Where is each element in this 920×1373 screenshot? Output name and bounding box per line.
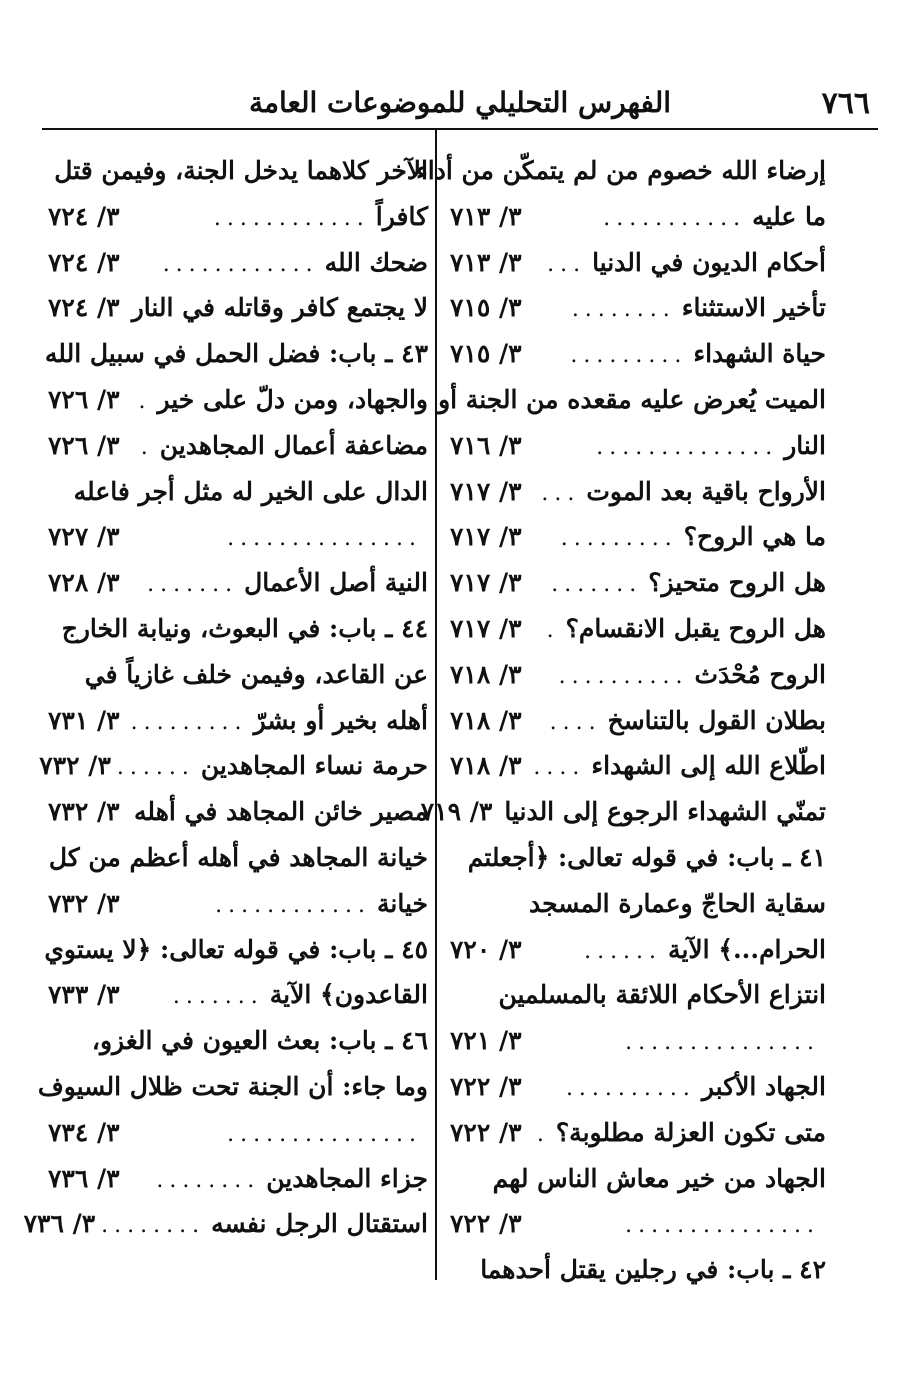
entry-text: ٤٥ ـ باب: في قوله تعالى: ﴿لا يستوي — [44, 934, 428, 964]
index-line — [450, 881, 826, 927]
entry-text: وما جاء: أن الجنة تحت ظلال السيوف — [37, 1071, 428, 1101]
index-line — [450, 698, 826, 744]
index-line — [450, 423, 826, 469]
entry-text: بطلان القول بالتناسخ — [607, 705, 826, 735]
index-line — [48, 469, 428, 515]
index-line — [48, 148, 428, 194]
entry-text: ٤٣ ـ باب: فضل الحمل في سبيل الله — [44, 339, 428, 369]
entry-text: الحرام...﴾ الآية — [668, 934, 826, 964]
index-line — [37, 1064, 428, 1110]
entry-text: القاعدون﴾ الآية — [269, 980, 428, 1010]
index-line — [48, 240, 428, 286]
entry-text: الدال على الخير له مثل أجر فاعله — [73, 476, 428, 506]
page-header — [42, 82, 878, 130]
page-reference: ٣/ ٧١٧ — [450, 568, 522, 598]
leader-dots: ............ — [213, 205, 370, 231]
index-line — [48, 423, 428, 469]
page-reference: ٣/ ٧٢٢ — [450, 1117, 522, 1147]
leader-dots: .......... — [565, 1075, 696, 1101]
index-column-left — [23, 148, 428, 1247]
entry-text: الروح مُحْدَث — [694, 659, 826, 689]
page-reference: ٣/ ٧٣٢ — [48, 797, 120, 827]
index-line — [450, 927, 826, 973]
entry-text: هل الروح متحيز؟ — [648, 568, 826, 598]
entry-text: سقاية الحاجّ وعمارة المسجد — [529, 888, 826, 918]
page-reference: ٣/ ٧١٧ — [450, 476, 522, 506]
page-reference: ٣/ ٧٣١ — [48, 705, 120, 735]
page-reference: ٣/ ٧١٧ — [450, 522, 522, 552]
index-line — [450, 1110, 826, 1156]
page-reference: ٣/ ٧٣٦ — [48, 1163, 120, 1193]
page-reference: ٣/ ٧٢٧ — [48, 522, 120, 552]
leader-dots: ...... — [116, 755, 195, 781]
leader-dots: . — [536, 1121, 550, 1147]
page-reference: ٣/ ٧٢٤ — [48, 201, 120, 231]
entry-text: الميت يُعرض عليه مقعده من الجنة أو — [438, 384, 826, 414]
page-reference: ٣/ ٧١٧ — [450, 613, 522, 643]
entry-text: خيانة — [377, 888, 428, 918]
index-line — [450, 606, 826, 652]
index-line — [48, 881, 428, 927]
entry-text: النية أصل الأعمال — [244, 568, 428, 598]
entry-text: ٤٤ ـ باب: في البعوث، ونيابة الخارج — [61, 613, 428, 643]
entry-text: مصير خائن المجاهد في أهله — [134, 797, 428, 827]
index-line — [450, 285, 826, 331]
entry-text: اطّلاع الله إلى الشهداء — [591, 751, 826, 781]
entry-text: أهله بخير أو بشرّ — [253, 705, 428, 735]
page-reference: ٣/ ٧٢٢ — [450, 1071, 522, 1101]
index-line — [450, 514, 826, 560]
entry-text: الجهاد الأكبر — [701, 1071, 826, 1101]
entry-text: هل الروح يقبل الانقسام؟ — [565, 613, 826, 643]
index-line — [23, 1201, 428, 1247]
leader-dots: ......... — [130, 709, 248, 735]
entry-text: أحكام الديون في الدنيا — [592, 247, 826, 277]
entry-text: ٤١ ـ باب: في قوله تعالى: ﴿أجعلتم — [467, 842, 826, 872]
index-line — [48, 606, 428, 652]
entry-text: عن القاعد، وفيمن خلف غازياً في — [84, 659, 428, 689]
entry-text: لا يجتمع كافر وقاتله في النار — [131, 293, 428, 323]
page-reference: ٣/ ٧١٥ — [450, 293, 522, 323]
index-line — [48, 1018, 428, 1064]
entry-text: الآخر كلاهما يدخل الجنة، وفيمن قتل — [54, 156, 428, 185]
leader-dots: ......... — [560, 526, 678, 552]
index-line — [450, 331, 826, 377]
entry-text: خيانة المجاهد في أهله أعظم من كل — [48, 842, 428, 872]
column-divider — [435, 130, 437, 1280]
index-line — [450, 652, 826, 698]
index-line — [48, 285, 428, 331]
leader-dots: ....... — [147, 572, 239, 598]
entry-text: ضحك الله — [324, 247, 428, 277]
index-line — [450, 469, 826, 515]
page-reference: ٣/ ٧٢٠ — [450, 934, 522, 964]
leader-dots: ........... — [603, 205, 747, 231]
index-line — [438, 377, 826, 423]
entry-text: كافراً — [375, 201, 428, 231]
index-line — [450, 240, 826, 286]
index-line — [450, 1064, 826, 1110]
page-reference: ٣/ ٧٣٣ — [48, 980, 120, 1010]
index-line — [48, 789, 428, 835]
leader-dots: . — [140, 434, 154, 460]
leader-dots: ....... — [551, 572, 643, 598]
entry-text: ما عليه — [752, 201, 826, 231]
entry-text: النار — [784, 430, 826, 460]
page-reference: ٣/ ٧١٣ — [450, 201, 522, 231]
leader-dots: ............ — [215, 892, 372, 918]
index-line — [39, 743, 428, 789]
page-reference: ٣/ ٧٢٦ — [48, 384, 120, 414]
entry-text: والجهاد، ومن دلّ على خير — [157, 384, 428, 414]
index-line — [48, 972, 428, 1018]
page-reference: ٣/ ٧٣٤ — [48, 1117, 120, 1147]
index-line — [416, 148, 826, 194]
index-line — [48, 1156, 428, 1202]
entry-text: ٤٦ ـ باب: بعث العيون في الغزو، — [91, 1026, 428, 1056]
index-line — [450, 1201, 826, 1247]
page-reference: ٣/ ٧١٦ — [450, 430, 522, 460]
entry-text: انتزاع الأحكام اللائقة بالمسلمين — [498, 980, 826, 1010]
leader-dots: ........ — [571, 297, 676, 323]
page-reference: ٣/ ٧٢٤ — [48, 293, 120, 323]
page-reference: ٣/ ٧٢٤ — [48, 247, 120, 277]
index-line — [48, 560, 428, 606]
index-line — [450, 835, 826, 881]
index-line — [48, 835, 428, 881]
index-line — [48, 1110, 428, 1156]
entry-text: تأخير الاستثناء — [681, 293, 826, 323]
entry-text: الجهاد من خير معاش الناس لهم — [492, 1163, 826, 1193]
leader-dots: .... — [549, 709, 602, 735]
leader-dots: ...... — [584, 938, 663, 964]
leader-dots: ....... — [172, 984, 264, 1010]
index-line — [44, 927, 428, 973]
index-line — [44, 331, 428, 377]
entry-text: متى تكون العزلة مطلوبة؟ — [555, 1117, 826, 1147]
page-reference: ٣/ ٧١٥ — [450, 339, 522, 369]
index-line — [450, 1247, 826, 1293]
leader-dots: .......... — [558, 663, 689, 689]
index-line — [420, 789, 826, 835]
index-line — [48, 652, 428, 698]
entry-text: جزاء المجاهدين — [266, 1163, 428, 1193]
index-line — [450, 743, 826, 789]
leader-dots: . — [546, 617, 560, 643]
leader-dots: .... — [533, 755, 586, 781]
index-line — [450, 1156, 826, 1202]
entry-text: إرضاء الله خصوم من لم يتمكّن من أداء — [416, 156, 826, 185]
entry-text: الأرواح باقية بعد الموت — [586, 476, 826, 506]
page-reference: ٣/ ٧٢٨ — [48, 568, 120, 598]
running-title: الفهرس التحليلي للموضوعات العامة — [248, 86, 672, 119]
page-reference: ٣/ ٧١٩ — [420, 797, 493, 827]
page-number: ٧٦٦ — [821, 86, 870, 121]
leader-dots: ............... — [625, 1213, 820, 1239]
entry-text: ٤٢ ـ باب: في رجلين يقتل أحدهما — [480, 1255, 826, 1285]
leader-dots: .............. — [596, 434, 779, 460]
index-column-right — [416, 148, 826, 1293]
leader-dots: ............... — [227, 526, 422, 552]
entry-text: تمنّي الشهداء الرجوع إلى الدنيا — [504, 797, 826, 827]
page-reference: ٣/ ٧١٣ — [450, 247, 522, 277]
entry-text: حرمة نساء المجاهدين — [200, 751, 428, 781]
index-line — [48, 698, 428, 744]
leader-dots: ............... — [625, 1030, 820, 1056]
index-line — [450, 972, 826, 1018]
leader-dots: ............... — [227, 1121, 422, 1147]
page-reference: ٣/ ٧١٨ — [450, 659, 522, 689]
page-reference: ٣/ ٧١٨ — [450, 751, 522, 781]
entry-text: ما هي الروح؟ — [683, 522, 826, 552]
leader-dots: . — [138, 388, 152, 414]
leader-dots: ........ — [156, 1167, 261, 1193]
page-reference: ٣/ ٧٢٦ — [48, 430, 120, 460]
page-reference: ٣/ ٧٣٢ — [39, 751, 111, 781]
index-line — [450, 560, 826, 606]
leader-dots: ... — [541, 480, 581, 506]
page-reference: ٣/ ٧٢١ — [450, 1026, 522, 1056]
leader-dots: ......... — [570, 343, 688, 369]
index-line — [450, 194, 826, 240]
page-reference: ٣/ ٧٣٦ — [23, 1209, 96, 1239]
entry-text: مضاعفة أعمال المجاهدين — [159, 430, 428, 460]
entry-text: حياة الشهداء — [693, 339, 826, 369]
index-line — [48, 377, 428, 423]
leader-dots: ............ — [162, 251, 319, 277]
leader-dots: ... — [547, 251, 587, 277]
leader-dots: ........ — [101, 1213, 206, 1239]
page-reference: ٣/ ٧١٨ — [450, 705, 522, 735]
index-line — [48, 514, 428, 560]
page-reference: ٣/ ٧٢٢ — [450, 1209, 522, 1239]
page-reference: ٣/ ٧٣٢ — [48, 888, 120, 918]
index-line — [450, 1018, 826, 1064]
entry-text: استقتال الرجل نفسه — [211, 1209, 428, 1239]
index-line — [48, 194, 428, 240]
